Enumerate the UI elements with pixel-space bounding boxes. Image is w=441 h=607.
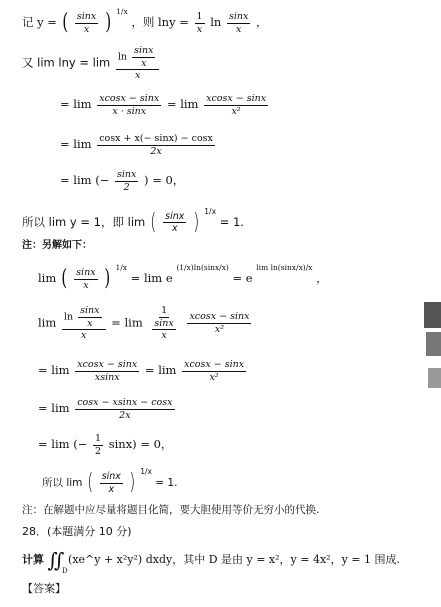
alt-line-6 [42,468,177,494]
lim: lim [38,315,57,330]
frac-den: x · sinx [112,105,147,117]
scan-smudge [426,332,441,356]
frac-den: x [135,70,141,81]
frac-den: x² [209,371,219,383]
line-4 [60,134,217,156]
alt-line-3 [38,360,248,382]
answer-label: 【答案】 [22,582,66,595]
alt-line-5 [38,434,172,456]
remark: 注：在解题中应尽量将题目化简，要大胆使用等价无穷小的代换. [22,504,320,516]
line2-lead: 又 lim lny = lim [22,55,111,70]
exponent-1-over-x: 1/x [140,467,152,476]
alt1-tail: = e [232,271,253,285]
paren-close: ) [105,10,112,35]
one-over-sinx-over-x [148,306,179,341]
sinx-over-x [74,268,97,290]
frac-num: 1 [161,305,168,316]
alt1-exp: (1/x)ln(sinx/x) [176,263,229,272]
frac-num: xcosx − sinx [184,359,245,370]
frac-den: x² [214,323,225,335]
line5-tail: ) = 0， [144,173,185,187]
line1-lead: 记 y = [22,15,61,29]
alt5-open: (− [73,437,91,451]
frac-den: x [81,330,87,341]
frac-den: x [161,330,167,341]
paren-close: ) [193,209,200,235]
inner-frac [78,306,101,328]
frac-num: xcosx − sinx [189,311,250,323]
line-5 [60,170,184,192]
frac-den: 2 [95,445,102,457]
frac-den: x² [231,105,241,117]
alt5-tail: sinx) = 0， [108,437,173,451]
frac-num [62,306,106,330]
line6-end: = 1. [219,215,244,229]
inner-frac [152,319,175,341]
exponent-1-over-x: 1/x [115,263,127,272]
alt5-eq: = lim [38,437,70,451]
line4-frac [97,134,215,156]
line1-end: ， [256,15,268,29]
half [93,434,103,456]
frac-num: xcosx − sinx [77,359,138,370]
frac-den: xsinx [94,371,120,383]
lim: lim [38,271,57,285]
double-integral-icon: ∬ [47,548,65,572]
sinx-over-x [100,472,123,494]
frac-num: sinx [101,471,121,482]
exponent-1-over-x: 1/x [116,7,128,16]
alt1-end: ， [316,271,328,285]
sinx-over-x [163,212,186,234]
sinx-over-2 [115,170,138,192]
ln-label: ln [63,311,74,323]
paren-open: ( [87,470,94,495]
inner-frac [132,46,155,68]
frac-num: sinx [134,45,154,56]
alt2-eq: = lim [111,315,143,330]
frac-num: sinx [228,11,249,22]
frac-num: xcosx − sinx [99,93,160,104]
frac-num: sinx [165,210,185,222]
line5-open: (− [95,173,113,187]
line6-lead: 所以 lim y = 1，即 lim [22,215,146,229]
frac-num: cosx + x(− sinx) − cosx [99,133,213,144]
frac-den: x [196,23,203,35]
alt4-eq: = lim [38,401,70,415]
line-3 [60,94,270,116]
line4-eq: = lim [60,137,92,151]
q28-sub: D [62,567,68,575]
alt1-exp2: lim ln(sinx/x)/x [256,263,313,272]
q28-title: 28．(本题满分 10 分) [22,525,132,538]
paren-open: ( [61,266,68,291]
frac-den [148,318,179,341]
ln-sinx-over-x-over-x [62,306,106,341]
frac-den: x [141,57,147,69]
alt3-frac2 [182,360,246,382]
paren-close: ) [104,266,111,291]
scan-smudge [424,302,441,328]
frac-num: sinx [76,267,96,278]
frac-den: x [87,317,93,329]
ln-sinx-over-x-over-x [116,46,160,81]
frac-den: x [83,279,89,291]
note-heading: 注：另解如下： [22,240,92,251]
q28-body [22,550,400,570]
scan-smudge [428,368,441,388]
frac-num: 1 [196,11,203,22]
frac-num: sinx [80,305,100,316]
sinx-over-x [75,12,98,34]
frac-num: sinx [76,11,97,22]
frac-num: 1 [95,433,102,444]
frac-den: x [83,23,90,35]
frac-den: 2x [150,145,162,157]
q28-integrand: (xe^y + x²y²) dxdy，其中 D 是由 y = x²，y = 4x²，y = 1 围成. [68,553,401,566]
sinx-over-x-2 [227,12,250,34]
ln-label: ln [117,51,128,63]
line-2 [22,46,161,81]
alt-line-1 [38,264,328,290]
frac-den: 2x [119,409,131,421]
line1-mid: ，则 lny = [131,15,193,29]
one-over-x [195,12,205,34]
paren-close: ) [129,470,136,495]
frac-num: cosx − xsinx − cosx [77,397,173,408]
frac-den: x [236,23,242,35]
alt6-lead: 所以 lim [42,477,83,489]
frac-den: x [171,223,178,234]
alt3-eq: = lim [38,363,70,377]
alt1-eq: = lim e [130,271,173,285]
alt-line-2 [38,306,253,341]
alt6-end: = 1. [155,477,178,489]
line3-mid: = lim [166,97,199,111]
q28-lead: 计算 [22,553,44,566]
line3-eq: = lim [60,97,92,111]
alt3-frac1 [75,360,139,382]
line-6 [22,208,244,234]
xcos-over-x2 [187,312,251,334]
line5-eq: = lim [60,173,92,187]
xcos-over-xsin [97,94,161,116]
exponent-1-over-x: 1/x [204,207,217,216]
frac-num: xcosx − sinx [206,93,267,104]
alt4-frac [75,398,174,420]
alt-line-4 [38,398,177,420]
frac-den: 2 [123,181,130,193]
frac-den: x [108,483,115,495]
xcos-over-x2 [204,94,268,116]
frac-num: sinx [117,169,137,180]
alt3-eq2: = lim [144,363,177,377]
frac-num: sinx [154,317,174,329]
paren-open: ( [150,209,157,235]
paren-open: ( [61,10,68,35]
frac-num [116,46,160,70]
ln-label: ln [210,15,222,29]
line-1 [22,8,268,34]
